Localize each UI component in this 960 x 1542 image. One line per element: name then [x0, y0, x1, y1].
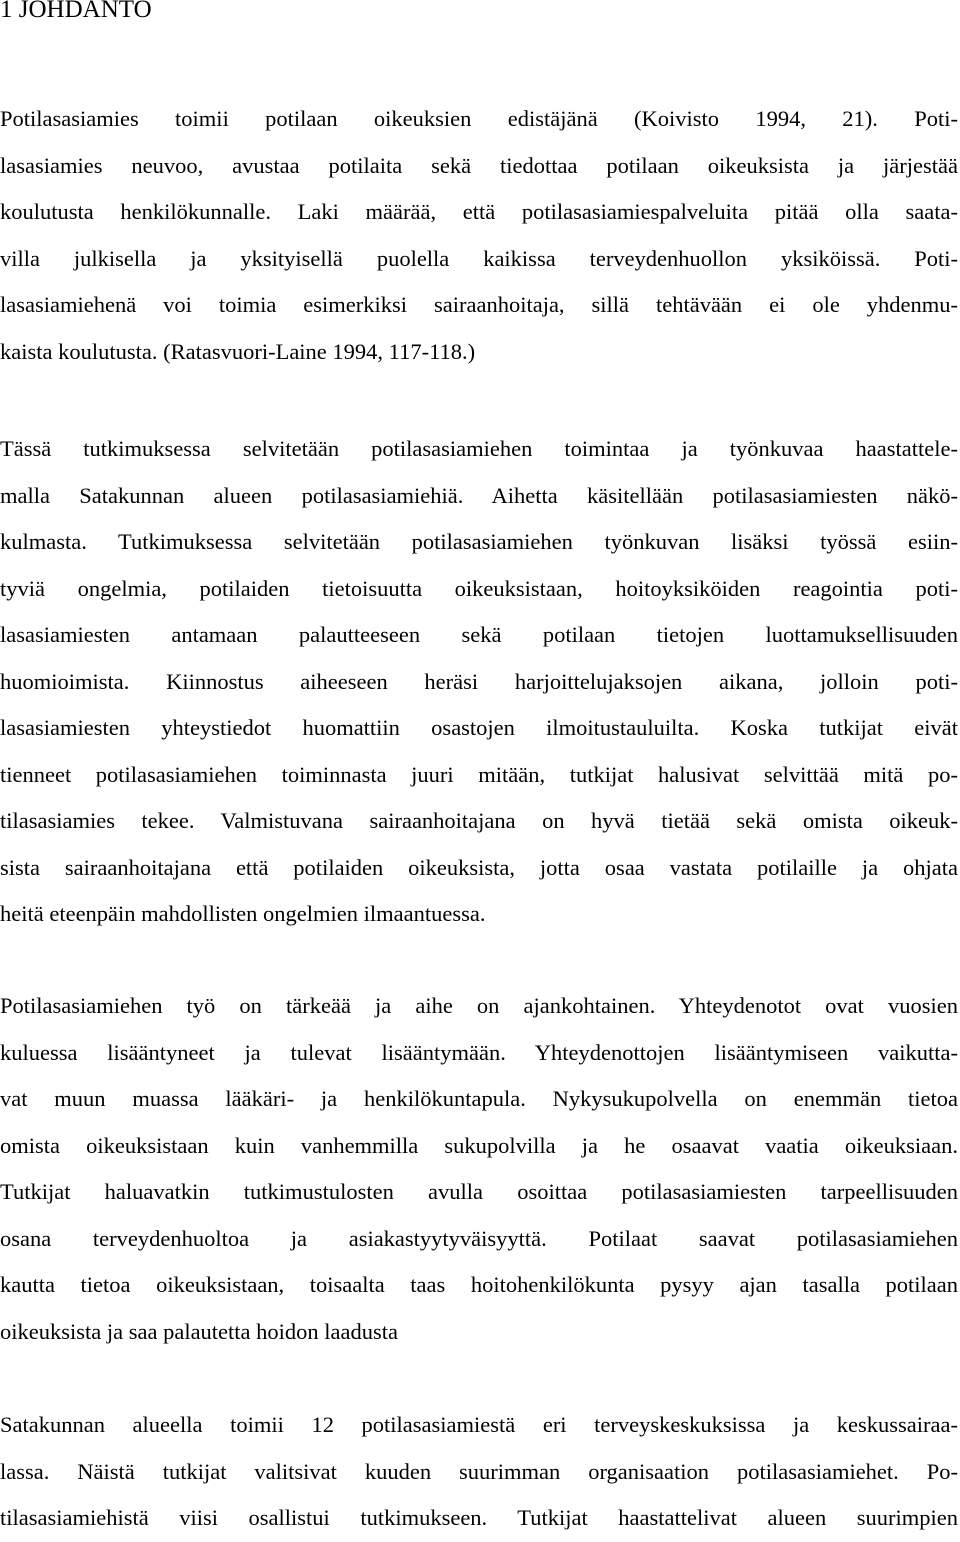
text-line: Potilasasiamiehen työ on tärkeää ja aihe on ajankohtainen. Yhteydenotot ovat vuosien — [0, 993, 958, 1018]
text-line: malla Satakunnan alueen potilasasiamiehiä. Aihetta käsitellään potilasasiamiesten näkö- — [0, 482, 958, 508]
paragraph-1 — [0, 96, 958, 375]
text-line: lasasiamiehenä voi toimia esimerkiksi sairaanhoitaja, sillä tehtävään ei ole yhdenmu- — [0, 292, 958, 317]
text-line: tilasasiamiehistä viisi osallistui tutkimukseen. Tutkijat haastattelivat alueen suurimpien — [0, 1505, 958, 1530]
text-line: sista sairaanhoitajana että potilaiden oikeuksista, jotta osaa vastata potilaille ja ohjata — [0, 854, 958, 880]
text-line: lasasiamies neuvoo, avustaa potilaita sekä tiedottaa potilaan oikeuksista ja järjestää — [0, 152, 958, 178]
paragraph-4 — [0, 1402, 958, 1542]
text-line: vat muun muassa lääkäri- ja henkilökuntapula. Nykysukupolvella on enemmän tietoa — [0, 1086, 958, 1111]
text-line: tienneet potilasasiamiehen toiminnasta juuri mitään, tutkijat halusivat selvittää mitä po- — [0, 761, 958, 787]
text-line: heitä eteenpäin mahdollisten ongelmien ilmaantuessa. — [0, 901, 486, 926]
paragraph-2 — [0, 426, 958, 938]
text-line: oikeuksista ja saa palautetta hoidon laadusta — [0, 1318, 399, 1344]
paragraph-3 — [0, 983, 958, 1355]
text-line: Tutkijat haluavatkin tutkimustulosten avulla osoittaa potilasasiamiesten tarpeellisuuden — [0, 1179, 958, 1204]
text-line: kulmasta. Tutkimuksessa selvitetään potilasasiamiehen työnkuvan lisäksi työssä esiin- — [0, 529, 958, 554]
text-line: huomioimista. Kiinnostus aiheeseen heräsi harjoittelujaksojen aikana, jolloin poti- — [0, 668, 958, 694]
text-line: villa julkisella ja yksityisellä puolella kaikissa terveydenhuollon yksiköissä. Poti- — [0, 245, 958, 271]
text-line: omista oikeuksistaan kuin vanhemmilla sukupolvilla ja he osaavat vaatia oikeuksiaan. — [0, 1132, 958, 1158]
text-line: koulutusta henkilökunnalle. Laki määrää, että potilasasiamiespalveluita pitää olla saata- — [0, 199, 958, 224]
text-line: Satakunnan alueella toimii 12 potilasasiamiestä eri terveyskeskuksissa ja keskussairaa- — [0, 1412, 958, 1437]
text-line: osana terveydenhuoltoa ja asiakastyytyväisyyttä. Potilaat saavat potilasasiamiehen — [0, 1225, 958, 1251]
text-line: kaista koulutusta. (Ratasvuori-Laine 1994, 117-118.) — [0, 338, 476, 364]
text-line: Tässä tutkimuksessa selvitetään potilasasiamiehen toimintaa ja työnkuvaa haastattele- — [0, 436, 958, 461]
text-line: lassa. Näistä tutkijat valitsivat kuuden suurimman organisaation potilasasiamiehet. Po- — [0, 1458, 958, 1484]
text-line: kuluessa lisääntyneet ja tulevat lisääntymään. Yhteydenottojen lisääntymiseen vaikutta- — [0, 1039, 958, 1065]
text-line: lasasiamiesten antamaan palautteeseen sekä potilaan tietojen luottamuksellisuuden — [0, 622, 958, 647]
text-line: Potilasasiamies toimii potilaan oikeuksien edistäjänä (Koivisto 1994, 21). Poti- — [0, 106, 958, 131]
section-heading: 1 JOHDANTO — [0, 0, 152, 23]
text-line: tilasasiamies tekee. Valmistuvana sairaanhoitajana on hyvä tietää sekä omista oikeuk- — [0, 808, 958, 833]
text-line: tyviä ongelmia, potilaiden tietoisuutta oikeuksistaan, hoitoyksiköiden reagointia poti- — [0, 575, 958, 601]
text-line: lasasiamiesten yhteystiedot huomattiin osastojen ilmoitustauluilta. Koska tutkijat eivät — [0, 715, 958, 740]
text-line: kautta tietoa oikeuksistaan, toisaalta taas hoitohenkilökunta pysyy ajan tasalla potilaan — [0, 1272, 958, 1297]
